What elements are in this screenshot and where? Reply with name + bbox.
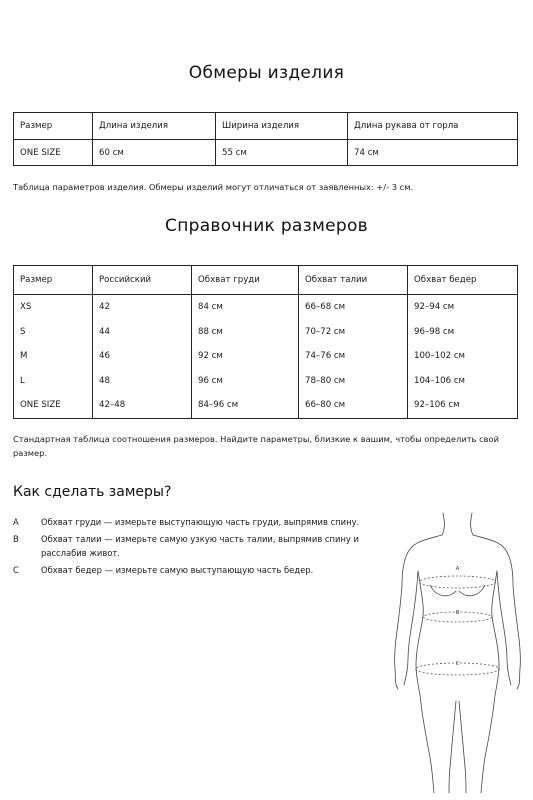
header-cell: Обхват бедер xyxy=(408,266,518,295)
table-cell: 88 см xyxy=(198,326,223,337)
table-cell: 48 xyxy=(99,375,110,386)
header-cell: Размер xyxy=(14,266,93,295)
table-cell: 92 см xyxy=(198,351,223,361)
label-b: B xyxy=(455,610,460,616)
torso-right-outline xyxy=(492,571,499,695)
measurements-table xyxy=(13,112,518,166)
chest-measure-line xyxy=(420,576,496,588)
item-letter: B xyxy=(13,533,19,544)
neck-left-line xyxy=(442,513,444,535)
header-cell: Обхват талии xyxy=(299,266,408,295)
table-cell: 66–80 см xyxy=(305,400,346,410)
header-cell: Размер xyxy=(14,113,93,140)
table-cell: 42 xyxy=(99,302,110,312)
table-cell: 44 xyxy=(99,326,110,337)
size-column xyxy=(14,295,93,419)
measurements-title: Обмеры изделия xyxy=(188,63,345,83)
right-leg-outer xyxy=(481,695,495,793)
list-item xyxy=(13,563,373,578)
item-letter: C xyxy=(13,564,19,575)
item-text: Обхват талии — измерьте самую узкую часть талии, выпрямив спину и расслабив живот. xyxy=(41,533,359,558)
size-guide-note: Стандартная таблица соотношения размеров. Найдите параметры, близкие к вашим, чтобы определить свой размер. xyxy=(13,434,499,458)
table-cell: 104–106 см xyxy=(414,375,466,386)
table-body xyxy=(14,295,518,419)
hips-column xyxy=(408,295,518,419)
how-to-list xyxy=(13,515,373,579)
header-cell: Обхват груди xyxy=(192,266,299,295)
header-cell: Длина рукава от горла xyxy=(348,113,518,140)
size-guide-title: Справочник размеров xyxy=(165,216,368,236)
table-cell: 96–98 см xyxy=(414,326,455,337)
table-cell: S xyxy=(20,326,26,337)
russian-size-column xyxy=(93,295,192,419)
table-cell: 84 см xyxy=(198,302,223,312)
item-letter: A xyxy=(13,517,19,527)
table-cell: 92–94 см xyxy=(414,302,455,312)
size-guide-table xyxy=(13,265,518,419)
table-row xyxy=(14,140,518,166)
waist-column xyxy=(299,295,408,419)
label-a: A xyxy=(455,566,460,572)
table-cell: ONE SIZE xyxy=(20,400,61,410)
label-c: C xyxy=(455,661,460,667)
right-arm-outline xyxy=(473,535,520,689)
measurements-note: Таблица параметров изделия. Обмеры изделий могут отличаться от заявленных: +/- 3 см. xyxy=(13,182,414,192)
table-cell: ONE SIZE xyxy=(14,140,93,166)
table-cell: XS xyxy=(20,302,32,312)
table-cell: 78–80 см xyxy=(305,375,346,386)
table-cell: 46 xyxy=(99,351,110,361)
bust-left-curve xyxy=(430,585,456,596)
table-cell: 60 см xyxy=(93,140,216,166)
table-cell: 92–106 см xyxy=(414,400,460,410)
chest-column xyxy=(192,295,299,419)
table-cell: 74–76 см xyxy=(305,351,346,361)
table-cell: M xyxy=(20,351,28,361)
table-header-row xyxy=(14,113,518,140)
list-item xyxy=(13,515,373,530)
left-arm-outline xyxy=(395,535,442,689)
item-text: Обхват груди — измерьте выступающую часть груди, выпрямив спину. xyxy=(41,517,360,527)
table-cell: 74 см xyxy=(348,140,518,166)
header-cell: Ширина изделия xyxy=(216,113,348,140)
left-leg-inner xyxy=(449,701,456,793)
header-cell: Длина изделия xyxy=(93,113,216,140)
item-text: Обхват бедер — измерьте самую выступающую часть бедер. xyxy=(41,564,314,575)
right-leg-inner xyxy=(459,701,466,793)
table-cell: 42–48 xyxy=(99,400,126,410)
bust-right-curve xyxy=(459,585,485,596)
table-cell: 100–102 см xyxy=(414,351,466,361)
neck-right-line xyxy=(471,513,473,535)
table-cell: 55 см xyxy=(216,140,348,166)
left-leg-outer xyxy=(420,695,434,793)
header-cell: Российский xyxy=(93,266,192,295)
how-to-title: Как сделать замеры? xyxy=(13,484,172,500)
table-cell: L xyxy=(20,375,25,386)
table-cell: 84–96 см xyxy=(198,400,239,410)
table-cell: 70–72 см xyxy=(305,326,346,337)
list-item xyxy=(13,532,373,561)
torso-left-outline xyxy=(416,571,423,695)
table-cell: 96 см xyxy=(198,375,223,386)
body-figure-illustration xyxy=(388,505,528,795)
table-cell: 66–68 см xyxy=(305,302,346,312)
table-header-row xyxy=(14,266,518,295)
